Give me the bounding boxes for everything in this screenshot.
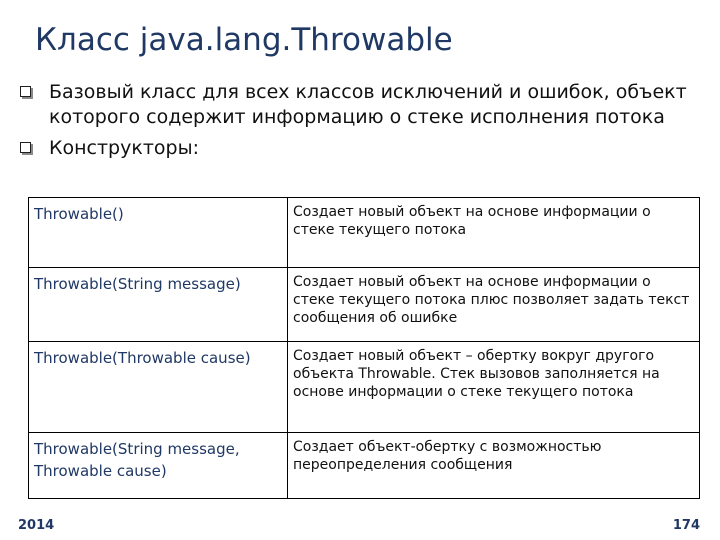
table-row (29, 198, 700, 268)
table-row (29, 268, 700, 342)
constructor-description: Создает новый объект на основе информации о стеке текущего потока плюс позволяет задать текст сообщения об ошибке (288, 268, 700, 342)
constructor-description: Создает объект-обертку с возможностью переопределения сообщения (288, 433, 700, 499)
constructors-table (28, 197, 700, 499)
slide-title: Класс java.lang.Throwable (35, 22, 453, 58)
bullet-text: Конструкторы: (49, 137, 199, 159)
square-bullet-icon (20, 142, 31, 153)
bullet-item (20, 80, 700, 130)
constructor-description: Создает новый объект на основе информации о стеке текущего потока (288, 198, 700, 268)
footer-year: 2014 (18, 518, 55, 533)
constructor-signature: Throwable(String message) (29, 268, 288, 342)
bullet-text: Базовый класс для всех классов исключений и ошибок, объект которого содержит информацию о стеке исполнения потока (49, 81, 687, 128)
constructor-signature: Throwable() (29, 198, 288, 268)
constructor-signature: Throwable(Throwable cause) (29, 342, 288, 433)
page-number: 174 (672, 518, 700, 533)
table-row (29, 342, 700, 433)
constructor-description: Создает новый объект – обертку вокруг другого объекта Throwable. Стек вызовов заполняется на основе информации о стеке текущего потока (288, 342, 700, 433)
constructor-signature: Throwable(String message, Throwable cause) (29, 433, 288, 499)
bullet-list (20, 80, 700, 161)
table-row (29, 433, 700, 499)
square-bullet-icon (20, 86, 31, 97)
bullet-item (20, 136, 700, 161)
